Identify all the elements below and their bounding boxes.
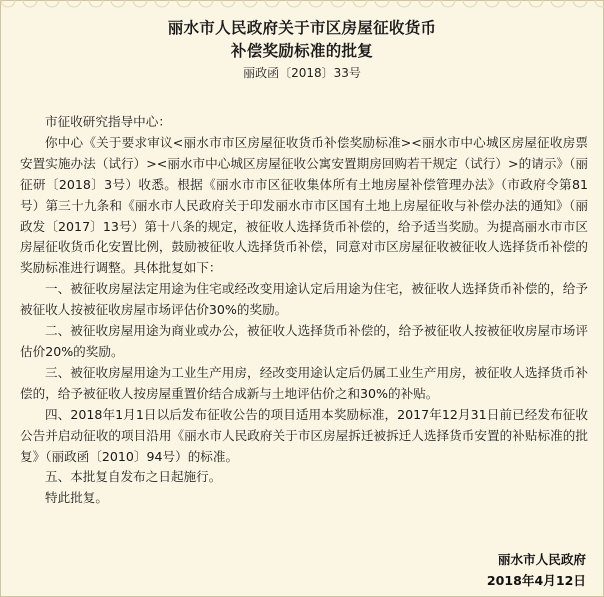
paragraph-item-1-residential: 一、被征收房屋法定用途为住宅或经改变用途认定后用途为住宅，被征收人选择货币补偿的，给予被征收人按被征收房屋市场评估价30%的奖励。 — [20, 281, 588, 318]
paragraph-item-2-commercial: 二、被征收房屋用途为商业或办公，被征收人选择货币补偿的，给予被征收人按被征收房屋市场评估价20%的奖励。 — [20, 323, 588, 359]
paragraph-item-3-industrial: 三、被征收房屋用途为工业生产用房，经改变用途认定后仍属工业生产用房，被征收人选择货币补偿的，给予被征收人按房屋重置价结合成新与土地评估价之和30%的补贴。 — [20, 364, 588, 401]
signature-date: 2018年4月12日 — [486, 573, 586, 588]
document-body — [20, 112, 588, 509]
salutation: 市征收研究指导中心： — [45, 114, 171, 129]
document-number: 丽政函〔2018〕33号 — [243, 66, 361, 80]
paragraph-item-5-effective: 五、本批复自发布之日起施行。 — [45, 469, 222, 485]
paragraph-item-4-applicability: 四、2018年1月1日以后发布征收公告的项目适用本奖励标准，2017年12月31日前已经发布征收公告并启动征收的项目沿用《丽水市人民政府关于市区房屋拆迁被拆迁人选择货币安置的补贴标准的批复》（丽政函〔2010〕94号）的标准。 — [20, 406, 588, 464]
decorative-border — [0, 0, 604, 16]
paragraph-closing: 特此批复。 — [45, 490, 108, 506]
document-title-line-2: 补偿奖励标准的批复 — [230, 42, 374, 60]
signature-organization: 丽水市人民政府 — [497, 552, 586, 567]
paragraph-request-received: 你中心《关于要求审议<丽水市市区房屋征收货币补偿奖励标准><丽水市中心城区房屋征收房票安置实施办法（试行）><丽水市中心城区房屋征收公寓安置期房回购若干规定（试行）>的请示》（丽征研〔2018〕3号）收悉。根据《丽水市市区征收集体所有土地房屋补偿管理办法》（市政府令第81号）第三十九条和《丽水市人民政府关于印发丽水市市区国有土地上房屋征收与补偿办法的通知》（丽政发〔2017〕13号）第十八条的规定，被征收人选择货币补偿的，给予适当奖励。为提高丽水市市区房屋征收货币化安置比例，鼓励被征收人选择货币补偿，同意对市区房屋征收被征收人选择货币补偿的奖励标准进行调整。具体批复如下： — [20, 134, 588, 276]
document-title-line-1: 丽水市人民政府关于市区房屋征收货币 — [167, 19, 437, 37]
